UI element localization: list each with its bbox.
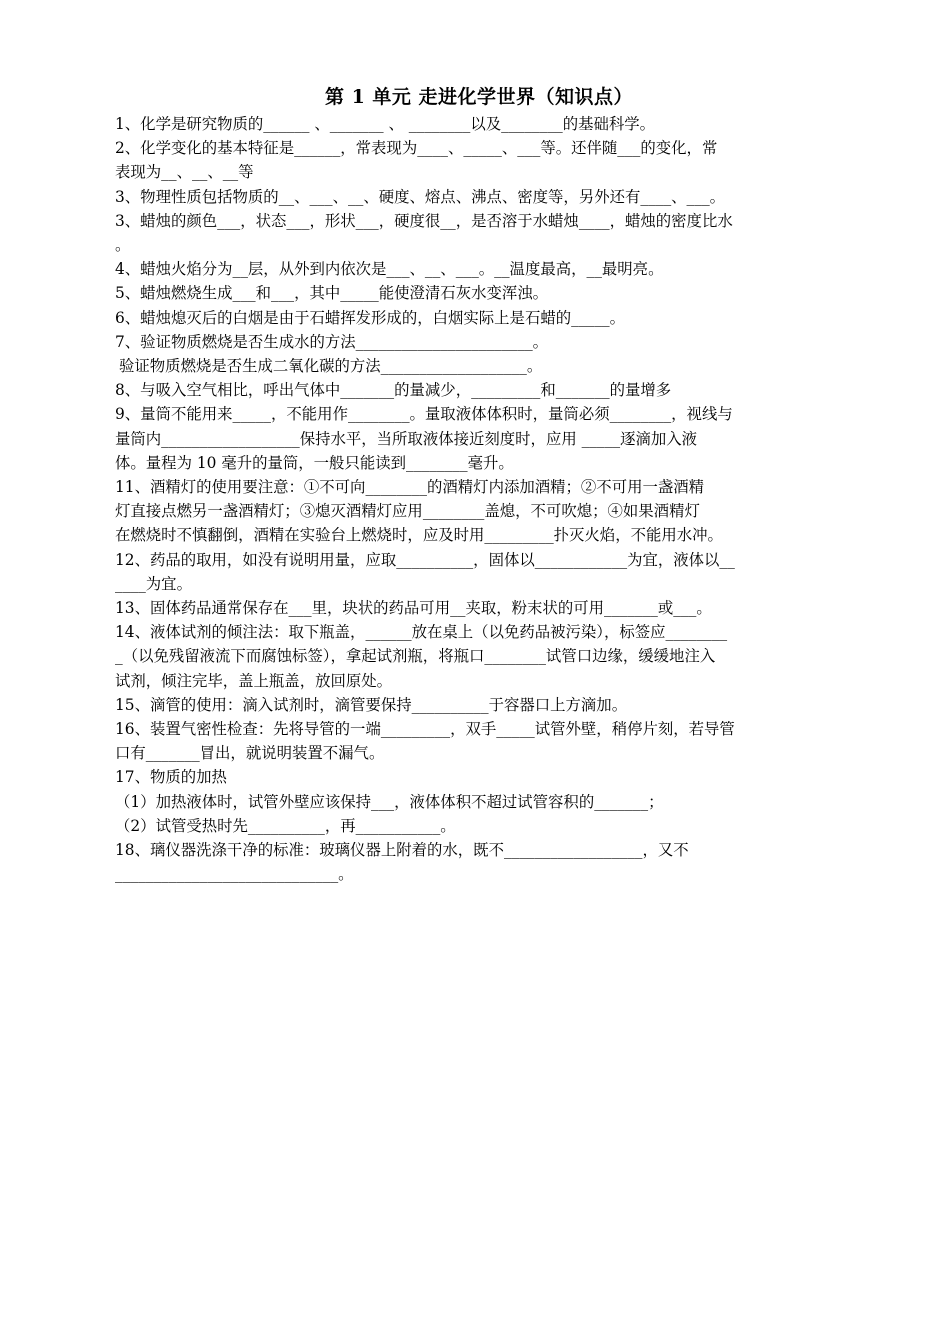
text-line: （2）试管受热时先__________，再___________。 [115, 816, 456, 835]
text-line: 3、蜡烛的颜色___，状态___，形状___，硬度很__，是否溶于水蜡烛____，蜡烛的密度比水 [115, 211, 733, 230]
text-line: 13、固体药品通常保存在___里，块状的药品可用__夹取，粉末状的可用_______或___。 [115, 599, 712, 618]
worksheet-page [115, 84, 843, 887]
text-line: 15、滴管的使用：滴入试剂时，滴管要保持__________于容器口上方滴加。 [115, 695, 628, 714]
text-line: 16、装置气密性检查：先将导管的一端_________，双手_____试管外壁，稍停片刻，若导管 [115, 720, 735, 739]
text-line: 18、璃仪器洗涤干净的标准：玻璃仪器上附着的水，既不__________________，又不 [115, 841, 689, 860]
text-line: （1）加热液体时，试管外壁应该保持___，液体体积不超过试管容积的_______； [115, 792, 664, 811]
text-line: 6、蜡烛熄灭后的白烟是由于石蜡挥发形成的，白烟实际上是石蜡的_____。 [115, 308, 625, 327]
text-line: 12、药品的取用，如没有说明用量，应取__________，固体以____________为宜，液体以__ [115, 550, 735, 569]
text-line: 灯直接点燃另一盏酒精灯；③熄灭酒精灯应用________盖熄，不可吹熄；④如果酒精灯 [115, 502, 700, 521]
text-line: 口有_______冒出，就说明装置不漏气。 [115, 744, 385, 763]
text-line: 验证物质燃烧是否生成二氧化碳的方法___________________。 [119, 357, 543, 376]
text-line: 8、与吸入空气相比，呼出气体中_______的量减少，_________和_______的量增多 [115, 381, 672, 400]
text-line: 体。量程为 10 毫升的量筒，一般只能读到________毫升。 [115, 453, 514, 472]
text-line: 14、液体试剂的倾注法：取下瓶盖，______放在桌上（以免药品被污染），标签应________ [115, 623, 728, 642]
document-title: 第 1 单元 走进化学世界（知识点） [324, 86, 634, 108]
text-line: 17、物质的加热 [115, 768, 227, 787]
text-line: 4、蜡烛火焰分为__层，从外到内依次是___、__、___。__温度最高，__最明亮。 [115, 260, 664, 279]
text-line: _（以免残留液流下而腐蚀标签），拿起试剂瓶，将瓶口________试管口边缘，缓缓地注入 [115, 647, 716, 666]
text-line: 3、物理性质包括物质的__、___、__、硬度、熔点、沸点、密度等，另外还有____、___。 [115, 187, 726, 206]
text-line: 量筒内__________________保持水平，当所取液体接近刻度时，应用 _____逐滴加入液 [115, 429, 698, 448]
text-line: 9、量筒不能用来_____，不能用作________。量取液体体积时，量筒必须________，视线与 [115, 405, 733, 424]
worksheet-body [115, 112, 843, 887]
text-line: ____为宜。 [115, 574, 192, 593]
text-line: 表现为__、__、__等 [115, 163, 254, 182]
text-line: 11、酒精灯的使用要注意：①不可向________的酒精灯内添加酒精；②不可用一盏酒精 [115, 478, 705, 497]
text-line: 7、验证物质燃烧是否生成水的方法_______________________。 [115, 332, 549, 351]
text-line: 5、蜡烛燃烧生成___和___，其中_____能使澄清石灰水变浑浊。 [115, 284, 549, 303]
text-line: 试剂，倾注完毕，盖上瓶盖，放回原处。 [115, 671, 393, 690]
text-line: _____________________________。 [115, 865, 354, 884]
text-line: 。 [115, 236, 131, 255]
text-line: 1、化学是研究物质的______ 、_______ 、 ________以及________的基础科学。 [115, 115, 656, 133]
text-line: 在燃烧时不慎翻倒，酒精在实验台上燃烧时，应及时用_________扑灭火焰，不能用水冲。 [115, 526, 723, 545]
text-line: 2、化学变化的基本特征是______，常表现为____、_____、___等。还伴随___的变化，常 [115, 139, 718, 158]
